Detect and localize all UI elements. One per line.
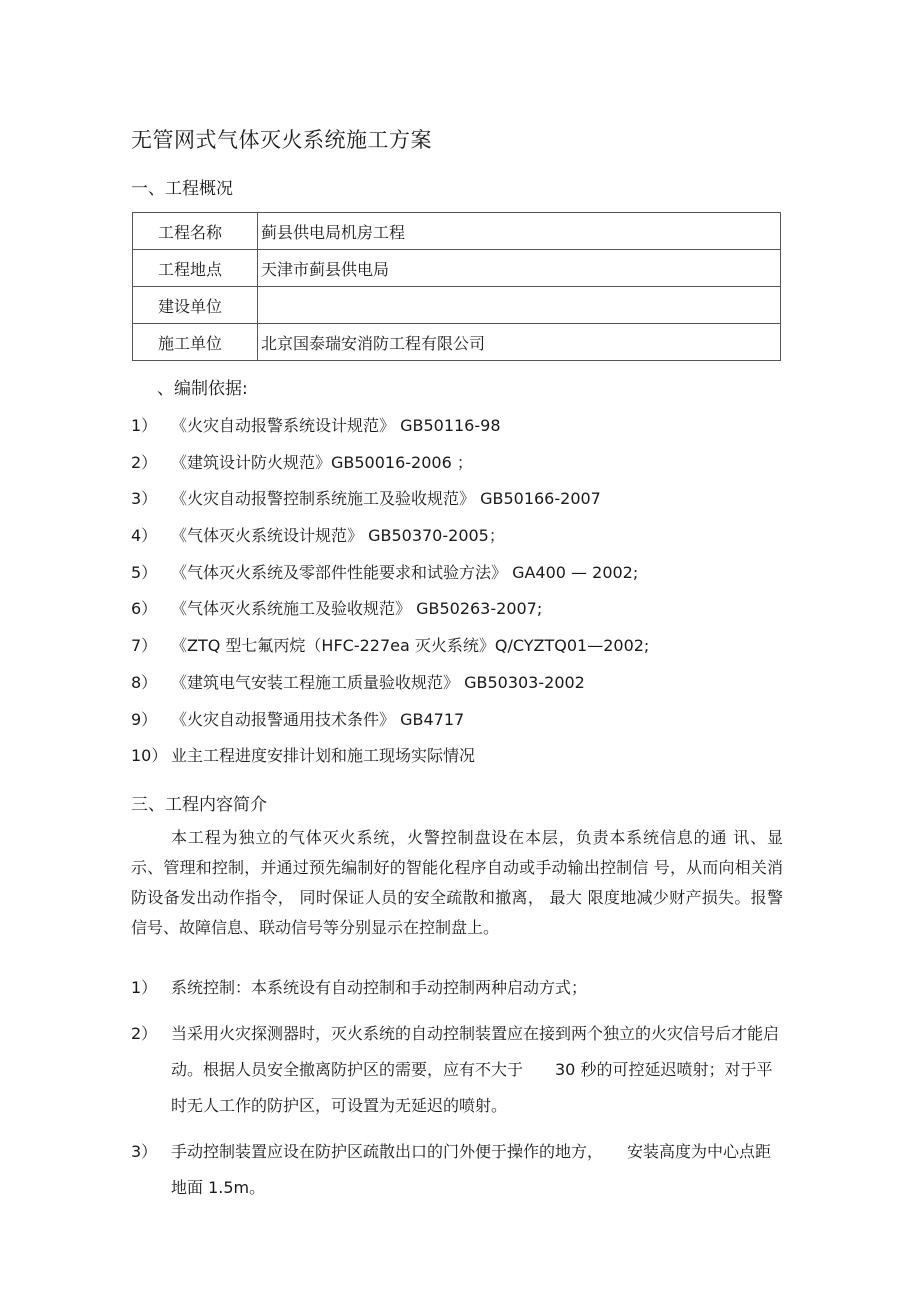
list-item-text: 业主工程进度安排计划和施工现场实际情况 [171,746,476,766]
list-item-number: 3） [131,1142,158,1161]
table-value: 北京国泰瑞安消防工程有限公司 [258,324,781,361]
list-item-number: 6） [131,599,158,619]
list-item-number: 5） [131,562,158,582]
table-row [133,213,781,250]
list-item-number: 3） [131,489,158,509]
list-item-number: 1） [131,416,158,435]
table-key: 建设单位 [133,287,258,324]
table-key: 工程名称 [133,213,258,250]
list-item-text: 《气体灭火系统施工及验收规范》 GB50263-2007; [171,599,543,619]
section-heading-content: 三、工程内容简介 [131,795,267,815]
section-heading-overview: 一、工程概况 [131,179,233,199]
list-item-text: 当采用火灾探测器时，灭火系统的自动控制装置应在接到两个独立的火灾信号后才能启动。根据人员安全撤离防护区的需要，应有不大于 30 秒的可控延迟喷射；对于平时无人工作的防护区，可设置为无延迟的喷射。 [171,1024,780,1115]
table-value [258,287,781,324]
section-heading-basis: 、编制依据: [157,379,248,399]
list-item [131,486,649,523]
list-item-number: 9） [131,709,158,729]
list-item-text: 手动控制装置应设在防护区疏散出口的门外便于操作的地方， 安装高度为中心点距地面 1.5m。 [171,1142,772,1197]
intro-paragraph: 本工程为独立的气体灭火系统，火警控制盘设在本层，负责本系统信息的通 讯、显示、管理和控制，并通过预先编制好的智能化程序自动或手动输出控制信 号，从而向相关消防设备发出动作指令， 同时保证人员的安全疏散和撤离， 最大 限度地减少财产损失。报警信号、故障信息、联动信号等分别显示在控制盘上。 [131,828,783,937]
list-item-text: 《气体灭火系统设计规范》 GB50370-2005； [171,526,505,546]
list-item [131,1016,783,1124]
list-item-number: 7） [131,636,158,656]
list-item-number: 2） [131,1024,158,1043]
table-key: 工程地点 [133,250,258,287]
list-item [131,413,649,450]
list-item-text: 《建筑电气安装工程施工质量验收规范》 GB50303-2002 [171,672,585,692]
table-row [133,324,781,361]
document-title: 无管网式气体灭火系统施工方案 [131,128,432,152]
table-row [133,250,781,287]
list-item [131,970,783,1006]
control-item-list [131,970,783,1216]
list-item-text: 《火灾自动报警通用技术条件》 GB4717 [171,709,465,729]
list-item [131,560,649,597]
table-key: 施工单位 [133,324,258,361]
reference-list [131,413,649,780]
list-item-text: 《气体灭火系统及零部件性能要求和试验方法》 GA400 — 2002; [171,562,639,582]
list-item [131,743,649,780]
list-item-number: 1） [131,978,158,997]
list-item [131,633,649,670]
list-item-number: 10） [131,746,168,766]
list-item [131,1134,783,1206]
list-item-number: 2） [131,452,158,472]
list-item [131,523,649,560]
list-item [131,450,649,487]
list-item [131,707,649,744]
list-item-text: 《ZTQ 型七氟丙烷（HFC-227ea 灭火系统》Q/CYZTQ01—2002; [171,636,650,656]
project-info-table [132,212,781,361]
list-item-text: 《火灾自动报警控制系统施工及验收规范》 GB50166-2007 [171,489,601,509]
list-item-number: 8） [131,672,158,692]
list-item-text: 《火灾自动报警系统设计规范》 GB50116-98 [171,416,501,435]
table-value: 蓟县供电局机房工程 [258,213,781,250]
list-item [131,670,649,707]
table-row [133,287,781,324]
list-item-text: 《建筑设计防火规范》GB50016-2006 ； [171,452,473,472]
table-value: 天津市蓟县供电局 [258,250,781,287]
list-item-number: 4） [131,526,158,546]
list-item [131,596,649,633]
list-item-text: 系统控制：本系统设有自动控制和手动控制两种启动方式； [171,978,588,997]
